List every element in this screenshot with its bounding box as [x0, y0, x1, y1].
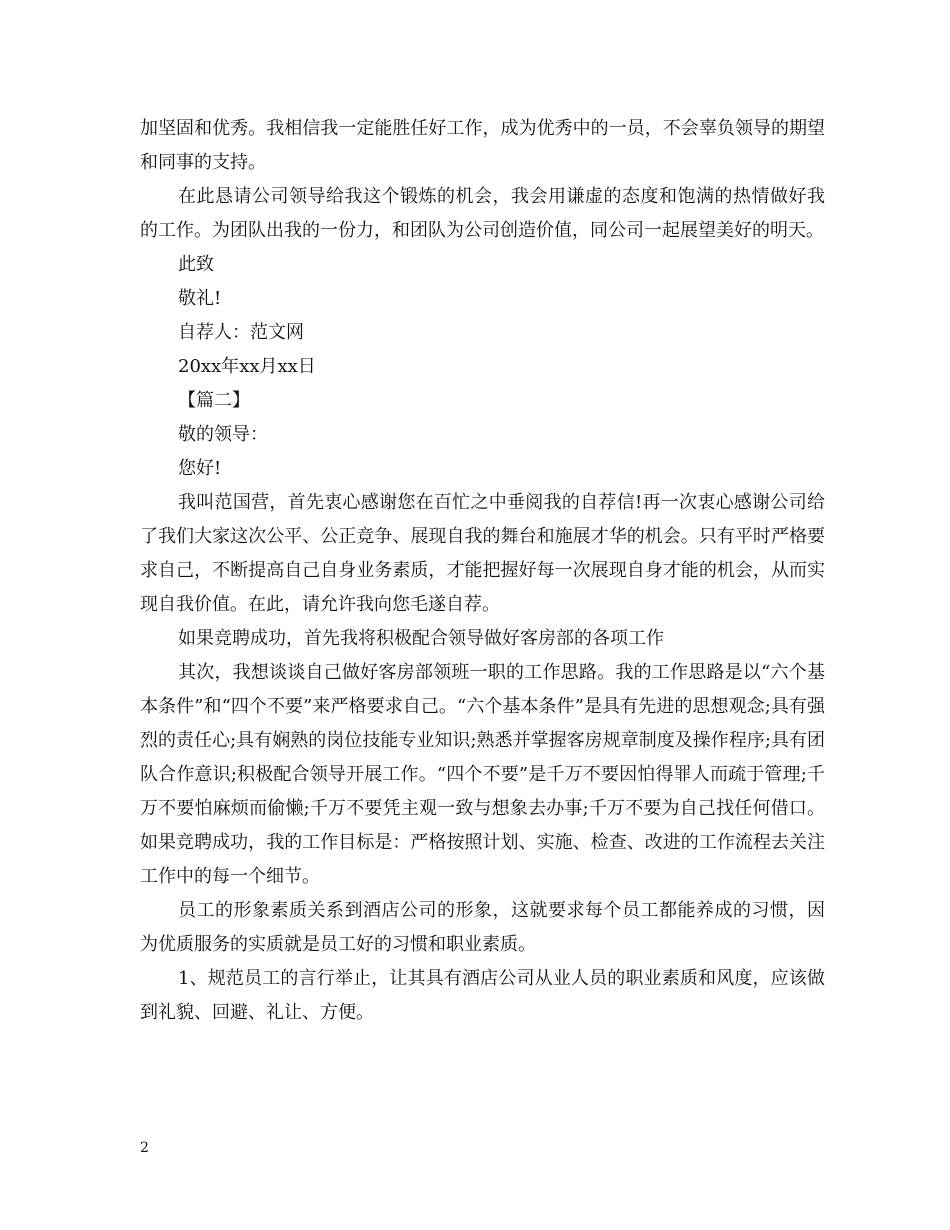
- salutation-line: 敬礼!: [178, 288, 222, 309]
- paragraph-introduction: 我叫范国营，首先衷心感谢您在百忙之中垂阅我的自荐信!再一次衷心感谢公司给了我们大家这次公平、公正竞争、展现自我的舞台和施展才华的机会。只有平时严格要求自己，不断提高自己自身业务素质，才能把握好每一次展现自身才能的机会，从而实现自我价值。在此，请允许我向您毛遂自荐。: [140, 492, 825, 615]
- closing-line: 此致: [178, 254, 214, 275]
- paragraph-staff-image: 员工的形象素质关系到酒店公司的形象，这就要求每个员工都能养成的习惯，因为优质服务的实质就是员工好的习惯和职业素质。: [140, 900, 825, 955]
- signature-line: 自荐人：范文网: [178, 322, 304, 343]
- hello-line: 您好!: [178, 458, 222, 479]
- paragraph-rule-1: 1、规范员工的言行举止，让其具有酒店公司从业人员的职业素质和风度，应该做到礼貌、回避、礼让、方便。: [140, 968, 825, 1023]
- date-line: 20xx年xx月xx日: [178, 356, 316, 377]
- document-body: [140, 112, 825, 1030]
- page-number: 2: [140, 1140, 149, 1156]
- section-heading: 【篇二】: [178, 390, 250, 411]
- paragraph-request: 在此恳请公司领导给我这个锻炼的机会，我会用谦虚的态度和饱满的热情做好我的工作。为团队出我的一份力，和团队为公司创造价值，同公司一起展望美好的明天。: [140, 186, 825, 241]
- paragraph-first-goal: 如果竞聘成功，首先我将积极配合领导做好客房部的各项工作: [178, 628, 664, 649]
- paragraph-continuation: 加坚固和优秀。我相信我一定能胜任好工作，成为优秀中的一员，不会辜负领导的期望和同事的支持。: [140, 118, 825, 173]
- greeting-line: 敬的领导：: [178, 424, 268, 445]
- paragraph-work-approach: 其次，我想谈谈自己做好客房部领班一职的工作思路。我的工作思路是以“六个基本条件”和“四个不要”来严格要求自己。“六个基本条件”是具有先进的思想观念;具有强烈的责任心;具有娴熟的岗位技能专业知识;熟悉并掌握客房规章制度及操作程序;具有团队合作意识;积极配合领导开展工作。“四个不要”是千万不要因怕得罪人而疏于管理;千万不要怕麻烦而偷懒;千万不要凭主观一致与想象去办事;千万不要为自己找任何借口。如果竞聘成功，我的工作目标是：严格按照计划、实施、检查、改进的工作流程去关注工作中的每一个细节。: [140, 662, 825, 887]
